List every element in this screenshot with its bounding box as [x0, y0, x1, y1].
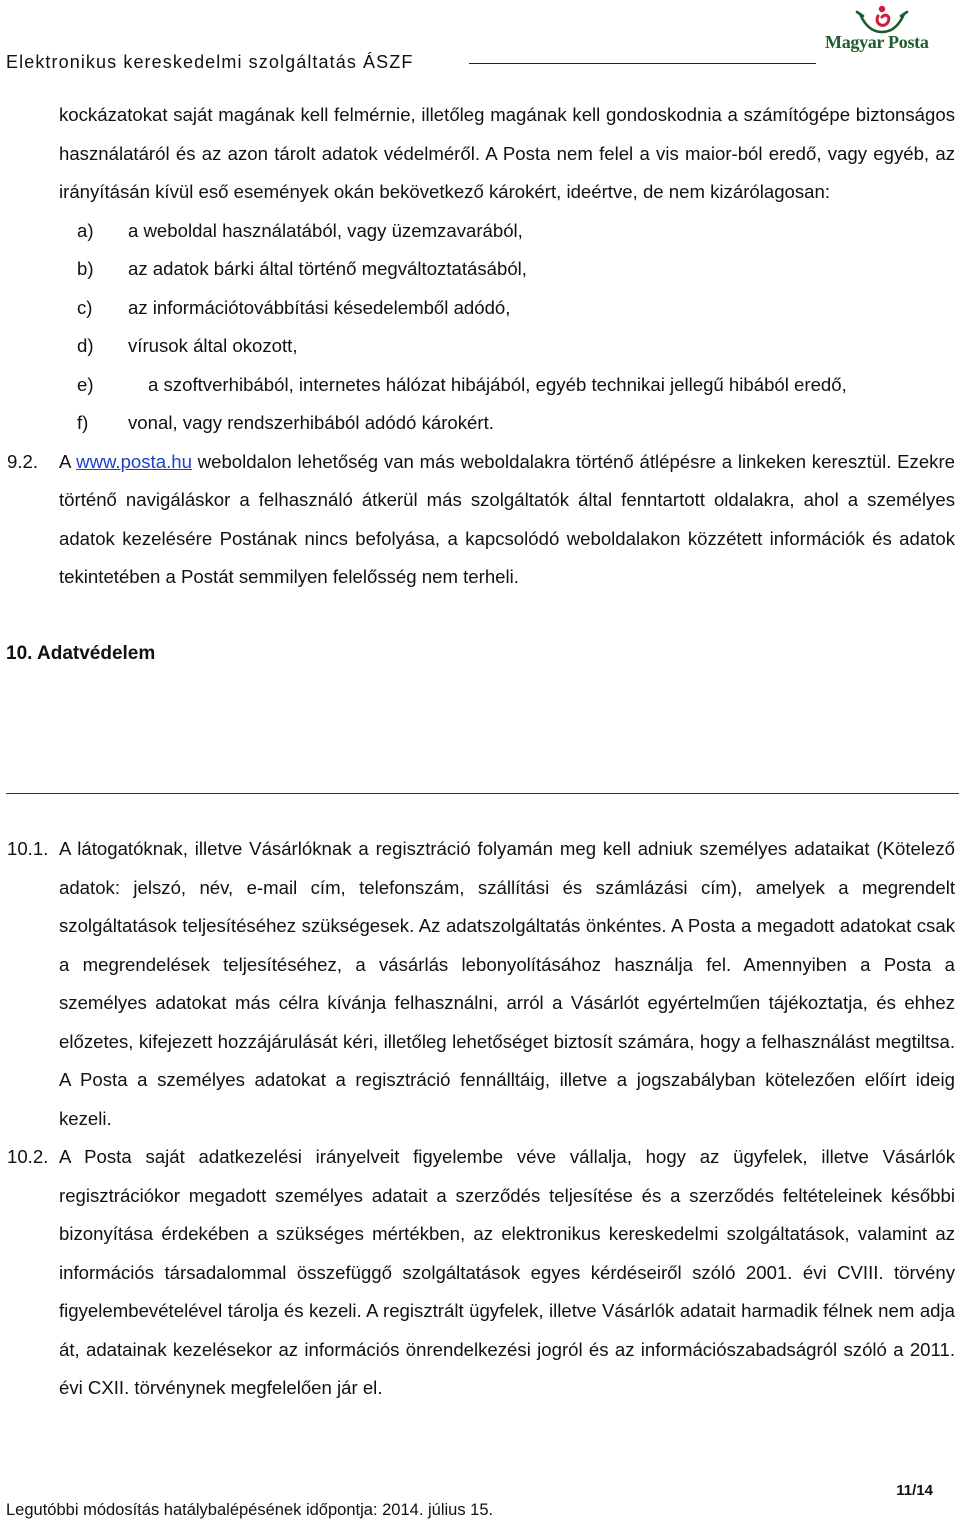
paragraph-9-2 [7, 443, 955, 597]
paragraph-10-1 [7, 830, 955, 1138]
list-item [59, 212, 955, 251]
posthorn-icon [822, 2, 912, 36]
list-label: e) [77, 373, 94, 395]
list-label: b) [77, 258, 94, 279]
section-9-body [6, 96, 955, 673]
section-10-body [7, 830, 955, 1408]
list-item [59, 404, 955, 443]
list-label: c) [77, 296, 93, 318]
list-text: az adatok bárki által történő megváltoztatásából, [128, 258, 527, 279]
list-label: f) [77, 412, 89, 433]
magyar-posta-logo [822, 2, 929, 62]
paragraph-text-rest: weboldalon lehetőség van más weboldalakra történő átlépésre a linkeken keresztül. Ezekre történő navigáláskor a felhasználó átkerül más szolgáltatók által fenntartott oldalakra, ahol a személyes adatok kezelésére Postának nincs befolyása, a kapcsolódó weboldalakon közzétett információk és adatok tekintetében a Postát semmilyen felelősség nem terheli. [59, 450, 955, 587]
list-text: vírusok által okozott, [128, 335, 298, 356]
list-item [59, 289, 955, 328]
header-rule [469, 63, 816, 64]
list-text: a weboldal használatából, vagy üzemzavarából, [128, 219, 523, 241]
page-number: 11/14 [896, 1482, 933, 1499]
page-header [6, 46, 816, 76]
section-heading: 10. Adatvédelem [6, 642, 156, 664]
posta-link[interactable]: www.posta.hu [76, 450, 192, 472]
paragraph-number: 9.2. [7, 450, 39, 472]
footer-effective-date: Legutóbbi módosítás hatálybalépésének időpontja: 2014. július 15. [6, 1501, 494, 1519]
intro-paragraph: kockázatokat saját magának kell felmérnie, illetőleg magának kell gondoskodnia a számítógépe biztonságos használatáról és az azon tárolt adatok védelméről. A Posta nem felel a vis maior-ból eredő, vagy egyéb, az irányításán kívül eső események okán bekövetkező károkért, ideértve, de nem kizárólagosan: [59, 104, 955, 202]
list-label: d) [77, 335, 94, 356]
list-text: az információtovábbítási késedelemből adódó, [128, 296, 511, 318]
paragraph-10-2 [7, 1138, 955, 1408]
document-title: Elektronikus kereskedelmi szolgáltatás ÁSZF [6, 52, 414, 72]
list-item [59, 327, 955, 366]
paragraph-text: A Posta saját adatkezelési irányelveit figyelembe véve vállalja, hogy az ügyfelek, illetve Vásárlók regisztrációkor megadott személyes adatait a szerződés teljesítése és a szerződés feltételeinek későbbi bizonyítása érdekében a szükséges mértékben, az elektronikus kereskedelmi szolgáltatások, valamint az információs társadalommal összefüggő szolgáltatások egyes kérdéseiről szóló 2001. évi CVIII. törvény figyelembevételével tárolja és kezeli. A regisztrált ügyfelek, illetve Vásárlók adatait harmadik félnek nem adja át, adatainak kezelésekor az információs önrendelkezési jogról és az információszabadságról szóló a 2011. évi CXII. törvénynek megfelelően jár el. [59, 1146, 955, 1398]
list-item [59, 250, 955, 289]
list-text: a szoftverhibából, internetes hálózat hibájából, egyéb technikai jellegű hibából eredő, [148, 373, 847, 395]
list-item [59, 366, 955, 405]
paragraph-number: 10.2. [7, 1146, 49, 1167]
paragraph-number: 10.1. [7, 838, 49, 859]
paragraph-text-start: A [59, 450, 77, 472]
paragraph-text: A látogatóknak, illetve Vásárlóknak a regisztráció folyamán meg kell adniuk személyes adataikat (Kötelező adatok: jelszó, név, e-mail cím, telefonszám, szállítási és számlázási cím), amelyek a megrendelt szolgáltatások teljesítéséhez szükségesek. Az adatszolgáltatás önkéntes. A Posta a megadott adatokat csak a megrendelések teljesítéséhez, a vásárlás lebonyolításához használja fel. Amennyiben a Posta a személyes adatokat más célra kívánja felhasználni, arról a Vásárlót egyértelműen tájékoztatja, és ehhez előzetes, kifejezett hozzájárulását kéri, illetőleg lehetőséget biztosít számára, hogy a felhasználást megtiltsa. A Posta a személyes adatokat a regisztráció fennálltáig, illetve a jogszabályban kötelezően előírt ideig kezeli. [59, 838, 955, 1129]
list-label: a) [77, 219, 94, 241]
logo-text: Magyar Posta [825, 32, 929, 52]
section-divider [6, 793, 959, 794]
list-text: vonal, vagy rendszerhibából adódó károkért. [128, 412, 494, 433]
